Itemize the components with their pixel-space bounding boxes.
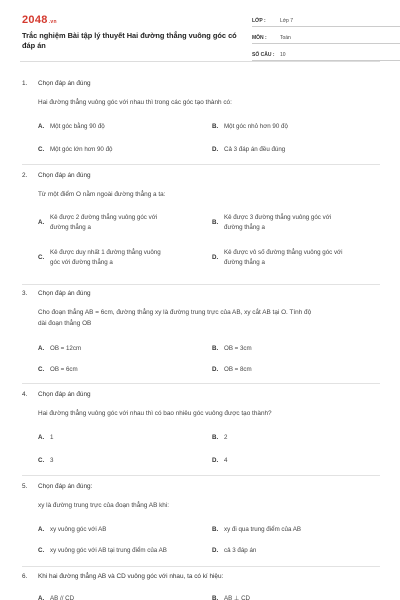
option-c[interactable] bbox=[38, 145, 112, 155]
meta-label: SỐ CÂU : bbox=[252, 52, 275, 58]
option-text: 3 bbox=[50, 457, 54, 464]
option-key: B. bbox=[212, 123, 219, 130]
option-key: B. bbox=[212, 434, 219, 441]
option-text-line1: Kẻ được duy nhất 1 đường thẳng vuông bbox=[50, 249, 161, 256]
question-instruction: Chọn đáp án đúng: bbox=[38, 483, 93, 490]
option-d[interactable] bbox=[212, 456, 227, 466]
option-a[interactable] bbox=[38, 594, 74, 600]
option-a[interactable] bbox=[38, 122, 105, 132]
meta-value: 10 bbox=[280, 52, 286, 58]
option-key: A. bbox=[38, 219, 45, 226]
option-key: C. bbox=[38, 146, 45, 153]
question-text-line1: Cho đoạn thẳng AB = 6cm, đường thẳng xy là đường trung trực của AB, xy cắt AB tại O. Tính độ bbox=[38, 309, 312, 316]
option-key: B. bbox=[212, 219, 219, 226]
option-text: Cả 3 đáp án đều đúng bbox=[224, 146, 286, 153]
option-text-line2: đường thẳng a bbox=[50, 224, 91, 231]
option-text: OB = 3cm bbox=[224, 345, 252, 352]
option-d[interactable] bbox=[212, 546, 256, 556]
option-d[interactable] bbox=[212, 145, 285, 155]
option-key: D. bbox=[212, 547, 219, 554]
option-key: D. bbox=[212, 254, 219, 261]
document-title: Trắc nghiệm Bài tập lý thuyết Hai đường thẳng vuông góc có đáp án bbox=[22, 31, 237, 50]
option-c[interactable] bbox=[38, 365, 78, 375]
question-1 bbox=[22, 80, 380, 153]
question-number: 4. bbox=[22, 391, 28, 398]
meta-label: MÔN : bbox=[252, 35, 267, 41]
option-text: Một góc bằng 90 độ bbox=[50, 123, 105, 130]
option-key: C. bbox=[38, 547, 45, 554]
option-text-line1: Kẻ được 2 đường thẳng vuông góc với bbox=[50, 214, 158, 221]
option-text: OB = 6cm bbox=[50, 366, 78, 373]
option-b[interactable] bbox=[212, 213, 380, 233]
option-a[interactable] bbox=[38, 213, 208, 233]
question-header bbox=[22, 172, 380, 179]
question-3 bbox=[22, 290, 380, 373]
question-instruction: Chọn đáp án đúng bbox=[38, 80, 91, 87]
meta-label: LỚP : bbox=[252, 18, 266, 24]
option-b[interactable] bbox=[212, 433, 227, 443]
question-instruction: Khi hai đường thẳng AB và CD vuông góc với nhau, ta có kí hiệu: bbox=[38, 573, 224, 580]
question-header bbox=[22, 483, 380, 490]
option-text: xy vuông góc với AB tại trung điểm của AB bbox=[50, 547, 167, 554]
option-key: A. bbox=[38, 345, 45, 352]
option-text: AB // CD bbox=[50, 595, 75, 600]
question-instruction: Chọn đáp án đúng bbox=[38, 290, 91, 297]
option-text: Một góc lớn hơn 90 độ bbox=[50, 146, 113, 153]
divider bbox=[22, 383, 380, 384]
option-text-line1: Kẻ được vô số đường thẳng vuông góc với bbox=[224, 249, 343, 256]
question-2 bbox=[22, 172, 380, 266]
question-instruction: Chọn đáp án đúng bbox=[38, 391, 91, 398]
question-number: 1. bbox=[22, 80, 28, 87]
meta-row-count bbox=[252, 48, 400, 61]
option-text: Một góc nhỏ hơn 90 độ bbox=[224, 123, 288, 130]
option-text: AB ⊥ CD bbox=[224, 595, 251, 600]
option-b[interactable] bbox=[212, 525, 301, 535]
question-header bbox=[22, 391, 380, 398]
option-key: C. bbox=[38, 457, 45, 464]
divider bbox=[22, 164, 380, 165]
divider bbox=[22, 475, 380, 476]
question-text bbox=[38, 307, 378, 329]
option-text-line2: góc với đường thẳng a bbox=[50, 259, 113, 266]
option-b[interactable] bbox=[212, 594, 250, 600]
question-header bbox=[22, 290, 380, 297]
question-text: Hai đường thẳng vuông góc với nhau thì có bao nhiêu góc vuông được tạo thành? bbox=[38, 410, 272, 417]
option-key: A. bbox=[38, 123, 45, 130]
option-text-line1: Kẻ được 3 đường thẳng vuông góc với bbox=[224, 214, 332, 221]
option-key: C. bbox=[38, 254, 45, 261]
question-number: 5. bbox=[22, 483, 28, 490]
option-d[interactable] bbox=[212, 248, 380, 268]
option-a[interactable] bbox=[38, 525, 106, 535]
question-header bbox=[22, 573, 380, 580]
question-text-line2: dài đoạn thẳng OB bbox=[38, 320, 92, 327]
question-number: 2. bbox=[22, 172, 28, 179]
meta-panel bbox=[252, 14, 400, 65]
option-b[interactable] bbox=[212, 344, 252, 354]
option-text: OB = 8cm bbox=[224, 366, 252, 373]
option-key: B. bbox=[212, 595, 219, 600]
option-key: B. bbox=[212, 526, 219, 533]
meta-value: Lớp 7 bbox=[280, 18, 294, 24]
option-key: A. bbox=[38, 595, 45, 600]
option-key: B. bbox=[212, 345, 219, 352]
option-d[interactable] bbox=[212, 365, 252, 375]
question-text: Hai đường thẳng vuông góc với nhau thì trong các góc tạo thành có: bbox=[38, 99, 232, 106]
option-key: A. bbox=[38, 434, 45, 441]
question-text: Từ một điểm O nằm ngoài đường thẳng a ta: bbox=[38, 191, 166, 198]
logo-suffix: .vn bbox=[48, 19, 57, 25]
option-key: D. bbox=[212, 146, 219, 153]
option-text: 1 bbox=[50, 434, 54, 441]
site-logo[interactable] bbox=[22, 14, 57, 26]
option-text: xy đi qua trung điểm của AB bbox=[224, 526, 302, 533]
question-text: xy là đường trung trực của đoạn thẳng AB khi: bbox=[38, 502, 170, 509]
question-number: 6. bbox=[22, 573, 28, 580]
option-b[interactable] bbox=[212, 122, 288, 132]
option-text: xy vuông góc với AB bbox=[50, 526, 107, 533]
option-key: C. bbox=[38, 366, 45, 373]
option-key: A. bbox=[38, 526, 45, 533]
question-header bbox=[22, 80, 380, 87]
option-text-line2: đường thẳng a bbox=[224, 259, 265, 266]
option-text: 4 bbox=[224, 457, 228, 464]
option-a[interactable] bbox=[38, 433, 53, 443]
option-c[interactable] bbox=[38, 546, 167, 556]
option-a[interactable] bbox=[38, 344, 81, 354]
option-c[interactable] bbox=[38, 456, 53, 466]
option-key: D. bbox=[212, 366, 219, 373]
question-5 bbox=[22, 483, 380, 554]
option-text: 2 bbox=[224, 434, 228, 441]
option-key: D. bbox=[212, 457, 219, 464]
meta-row-subject bbox=[252, 31, 400, 44]
question-6 bbox=[22, 573, 380, 600]
option-c[interactable] bbox=[38, 248, 208, 268]
divider bbox=[22, 284, 380, 285]
question-number: 3. bbox=[22, 290, 28, 297]
meta-row-class bbox=[252, 14, 400, 27]
divider bbox=[22, 566, 380, 567]
logo-main: 2048 bbox=[22, 14, 48, 26]
option-text-line2: đường thẳng a bbox=[224, 224, 265, 231]
question-instruction: Chọn đáp án đúng bbox=[38, 172, 91, 179]
option-text: cả 3 đáp án bbox=[224, 547, 257, 554]
meta-value: Toán bbox=[280, 35, 291, 41]
page-header bbox=[20, 0, 380, 62]
option-text: OB = 12cm bbox=[50, 345, 82, 352]
question-4 bbox=[22, 391, 380, 464]
